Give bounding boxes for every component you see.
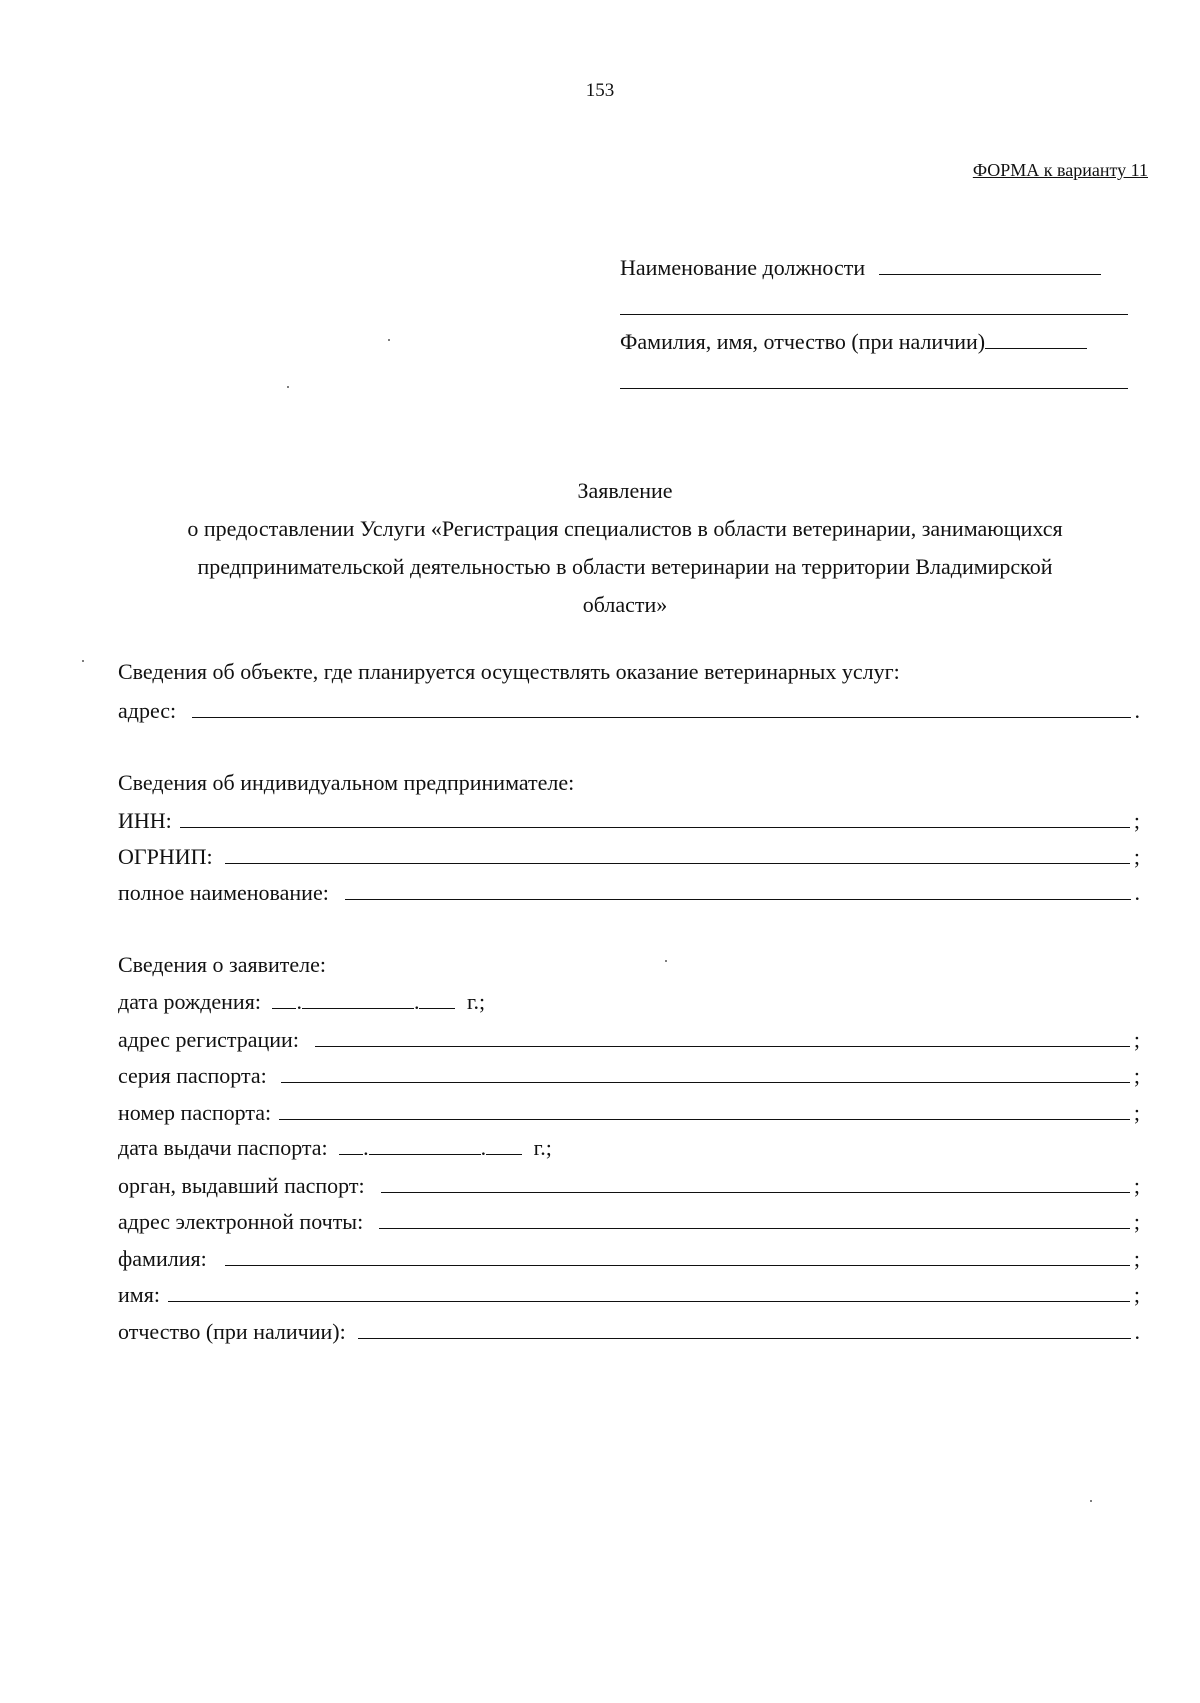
scan-speck [388,339,390,341]
name-blank-continuation[interactable] [620,388,1128,389]
firstname-blank[interactable] [168,1280,1130,1302]
inn-blank[interactable] [180,806,1130,828]
passport-series-label: серия паспорта: [118,1062,267,1088]
email-end: ; [1133,1208,1140,1234]
fullname-blank[interactable] [345,878,1131,900]
email-blank[interactable] [379,1207,1130,1229]
fullname-field [118,878,1140,906]
patronymic-label: отчество (при наличии): [118,1318,346,1344]
inn-field [118,806,1140,834]
patronymic-blank[interactable] [358,1317,1131,1339]
scan-speck [665,960,667,962]
page-number: 153 [585,80,615,101]
entrepreneur-section-heading: Сведения об индивидуальном предпринимателе: [118,770,575,795]
name-label: Фамилия, имя, отчество (при наличии) [620,328,986,354]
reg-address-label: адрес регистрации: [118,1026,299,1052]
scan-speck [1090,1500,1092,1502]
title-line-1: о предоставлении Услуги «Регистрация специалистов в области ветеринарии, занимающихся [187,516,1063,541]
email-field [118,1207,1140,1235]
reg-address-field [118,1025,1140,1053]
scan-speck [82,660,84,662]
applicant-section-heading: Сведения о заявителе: [118,952,327,977]
passport-date-suffix: г.; [533,1134,552,1160]
passport-issuer-label: орган, выдавший паспорт: [118,1172,365,1198]
passport-date-year-blank[interactable] [486,1134,522,1155]
passport-number-blank[interactable] [279,1098,1130,1120]
object-address-label: адрес: [118,697,177,723]
passport-date-day-blank[interactable] [339,1134,363,1155]
firstname-end: ; [1133,1281,1140,1307]
reg-address-end: ; [1133,1026,1140,1052]
object-address-blank[interactable] [192,696,1130,718]
title-line-2: предпринимательской деятельностью в области ветеринарии на территории Владимирской [197,554,1053,579]
title-heading: Заявление [577,478,673,503]
fullname-label: полное наименование: [118,879,329,905]
surname-end: ; [1133,1245,1140,1271]
passport-number-field [118,1098,1140,1126]
scan-speck [287,386,289,388]
ogrnip-blank[interactable] [225,842,1130,864]
surname-label: фамилия: [118,1245,207,1271]
position-label: Наименование должности [620,254,866,280]
birthdate-sep-2: . [413,988,420,1014]
birthdate-sep-1: . [296,988,302,1014]
inn-label: ИНН: [118,807,172,833]
surname-blank[interactable] [225,1244,1130,1266]
passport-date-field [118,1134,552,1161]
object-address-field [118,696,1140,724]
passport-date-month-blank[interactable] [369,1134,481,1155]
passport-series-blank[interactable] [281,1061,1130,1083]
passport-date-sep-1: . [363,1134,369,1160]
object-section-heading: Сведения об объекте, где планируется осуществлять оказание ветеринарных услуг: [118,659,900,684]
inn-end: ; [1133,807,1140,833]
name-blank[interactable] [985,328,1087,349]
ogrnip-end: ; [1133,843,1140,869]
position-blank[interactable] [879,254,1101,275]
ogrnip-field [118,842,1140,870]
firstname-label: имя: [118,1281,160,1307]
patronymic-end: . [1134,1318,1140,1344]
passport-issuer-blank[interactable] [381,1171,1130,1193]
birthdate-year-blank[interactable] [419,988,455,1009]
title-line-3: области» [582,592,668,617]
position-blank-continuation[interactable] [620,314,1128,315]
passport-series-end: ; [1133,1062,1140,1088]
surname-field [118,1244,1140,1272]
passport-number-label: номер паспорта: [118,1099,272,1125]
fullname-end: . [1134,879,1140,905]
passport-series-field [118,1061,1140,1089]
reg-address-blank[interactable] [315,1025,1130,1047]
form-reference: ФОРМА к варианту 11 [972,160,1148,180]
email-label: адрес электронной почты: [118,1208,364,1234]
passport-number-end: ; [1133,1099,1140,1125]
name-line [620,328,1128,355]
document-title [120,472,1130,624]
passport-issuer-end: ; [1133,1172,1140,1198]
passport-date-label: дата выдачи паспорта: [118,1134,328,1160]
patronymic-field [118,1317,1140,1345]
birthdate-field [118,988,485,1015]
birthdate-day-blank[interactable] [272,988,296,1009]
birthdate-month-blank[interactable] [302,988,414,1009]
position-line [620,254,1128,281]
ogrnip-label: ОГРНИП: [118,843,213,869]
passport-issuer-field [118,1171,1140,1199]
birthdate-suffix: г.; [466,988,486,1014]
object-address-end: . [1134,697,1140,723]
firstname-field [118,1280,1140,1308]
passport-date-sep-2: . [480,1134,487,1160]
birthdate-label: дата рождения: [118,988,261,1014]
